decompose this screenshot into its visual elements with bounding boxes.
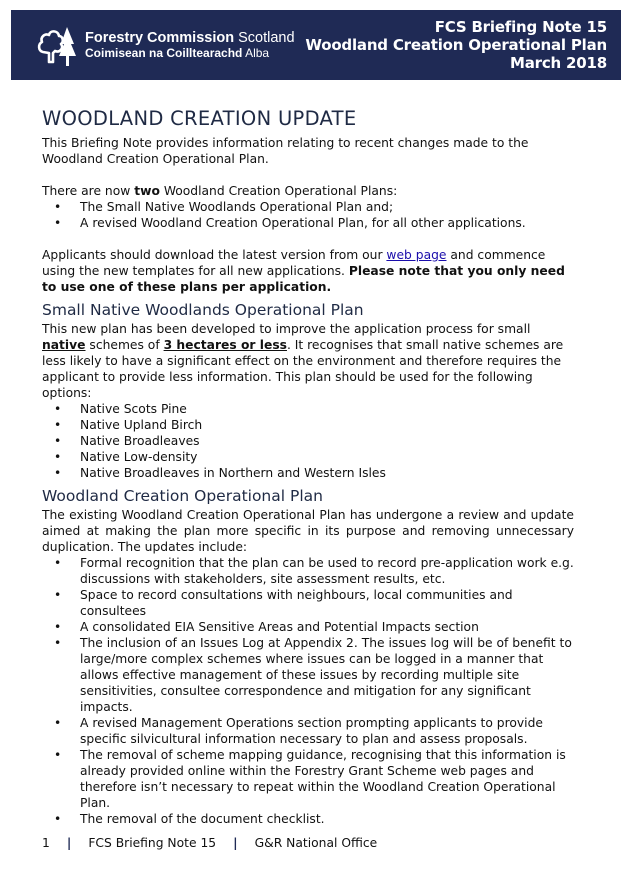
org-name: Forestry Commission [85,30,235,46]
plans-intro: There are now two Woodland Creation Operational Plans: [42,184,398,198]
footer-note: FCS Briefing Note 15 [88,836,217,850]
list-item: • Space to record consultations with neighbours, local communities and consultees [80,587,574,619]
list-item: • The removal of scheme mapping guidance, recognising that this information is already provided online within the Forestry Grant Scheme web pages and therefore isn’t necessary to repeat within the Woodland Creation Operational Plan. [80,747,574,811]
list-item: • The inclusion of an Issues Log at Appendix 2. The issues log will be of benefit to large/more complex schemes where issues can be logged in a manner that allows effective management of these issues by recording multiple site sensitivities, consultee correspondence and mitigation for any significant impacts. [80,635,574,715]
list-item: • Native Broadleaves in Northern and Western Isles [80,465,574,481]
org-gaelic-name: Coimisean na Coilltearachd [85,46,243,60]
list-item: • Native Broadleaves [80,433,574,449]
list-item: • The Small Native Woodlands Operational Plan and; [80,199,574,215]
document-body [42,107,574,827]
intro-paragraph: This Briefing Note provides information relating to recent changes made to the Woodland Creation Operational Plan. [42,136,529,166]
page-title: WOODLAND CREATION UPDATE [42,107,357,130]
updates-list [42,555,574,827]
list-item: • Native Upland Birch [80,417,574,433]
options-list [42,401,574,481]
header-banner [11,10,621,80]
footer-office: G&R National Office [254,836,378,850]
list-item: • Native Scots Pine [80,401,574,417]
one-plan-note: Please note that you only need to use one of these plans per application. [42,264,565,294]
fcs-logo [37,24,295,68]
org-gaelic-region: Alba [242,46,270,60]
list-item: • Formal recognition that the plan can be used to record pre-application work e.g. discussions with stakeholders, site assessment results, etc. [80,555,574,587]
hectares-emphasis: 3 hectares or less [163,338,287,352]
publication-date: March 2018 [510,54,607,72]
list-item: • Native Low-density [80,449,574,465]
briefing-note-number: FCS Briefing Note 15 [434,18,607,36]
plan-title: Woodland Creation Operational Plan [305,36,607,54]
footer-separator: | [66,836,72,850]
plans-list [42,199,574,231]
list-item: • A consolidated EIA Sensitive Areas and Potential Impacts section [80,619,574,635]
list-item: • A revised Woodland Creation Operational Plan, for all other applications. [80,215,574,231]
org-region: Scotland [234,30,295,46]
banner-title [305,18,607,72]
small-native-paragraph: This new plan has been developed to improve the application process for small native schemes of 3 hectares or less. It recognises that small native schemes are less likely to have a significant effect on the environment and therefore requires the applicant to provide less information. This plan should be used for the following options: [42,322,564,400]
download-paragraph: Applicants should download the latest version from our web page and commence using the new templates for all new applications. Please note that you only need to use one of these plans per application. [42,248,565,294]
page-footer [42,836,377,850]
native-emphasis: native [42,338,86,352]
footer-separator: | [233,836,238,850]
two-emphasis: two [134,184,160,198]
list-item: • The removal of the document checklist. [80,811,574,827]
web-page-link[interactable]: web page [386,248,447,262]
list-item: • A revised Management Operations section prompting applicants to provide specific silvicultural information necessary to plan and assess proposals. [80,715,574,747]
small-native-heading: Small Native Woodlands Operational Plan [42,301,364,319]
tree-logo-icon [37,24,79,68]
page-number: 1 [42,836,50,850]
wcop-paragraph: The existing Woodland Creation Operational Plan has undergone a review and update aimed at making the plan more specific in its purpose and removing unnecessary duplication. The updates include: [42,508,574,554]
wcop-heading: Woodland Creation Operational Plan [42,487,323,505]
